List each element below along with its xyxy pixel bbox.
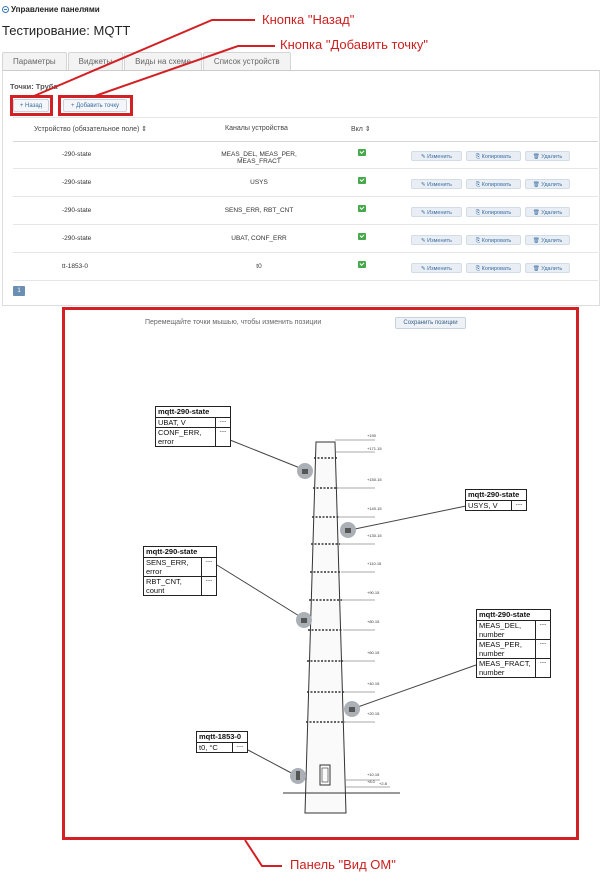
sensor-channel: MEAS_FRACT, number <box>477 659 536 677</box>
scale-mark: +10.15 <box>367 772 380 777</box>
sensor-label-row <box>156 418 230 428</box>
copy-label: Копировать <box>481 266 512 272</box>
sensor-label-device: mqtt-1853-0 <box>197 732 247 743</box>
scale-mark: +110.15 <box>367 561 382 566</box>
delete-button[interactable]: 🗑 Удалить <box>525 207 570 217</box>
row-channels: MEAS_DEL, MEAS_PER, MEAS_FRACT <box>221 151 297 165</box>
copy-button[interactable]: ⎘ Копировать <box>466 207 521 217</box>
delete-button[interactable]: 🗑 Удалить <box>525 235 570 245</box>
row-channels: t0 <box>256 263 262 270</box>
sensor-label-device: mqtt-290-state <box>466 490 526 501</box>
back-label: Назад <box>24 103 43 109</box>
sensor-value: ---- <box>539 641 547 647</box>
copy-button[interactable]: ⎘ Копировать <box>466 263 521 273</box>
col-device-label: Устройство (обязательное поле) <box>34 126 140 133</box>
sensor-channel: UBAT, V <box>156 418 216 427</box>
sensor-label-device: mqtt-290-state <box>477 610 550 621</box>
delete-label: Удалить <box>541 182 563 188</box>
sensor-channel: USYS, V <box>466 501 512 510</box>
copy-label: Копировать <box>481 210 512 216</box>
scale-mark: +60.15 <box>367 650 380 655</box>
sensor-label-row <box>477 640 550 659</box>
delete-button[interactable]: 🗑 Удалить <box>525 179 570 189</box>
edit-label: Изменить <box>427 154 452 160</box>
copy-button[interactable]: ⎘ Копировать <box>466 179 521 189</box>
delete-label: Удалить <box>541 154 563 160</box>
edit-label: Изменить <box>427 266 452 272</box>
scale-mark: +2.8 <box>379 781 387 786</box>
sensor-channel: CONF_ERR, error <box>156 428 216 446</box>
delete-button[interactable]: 🗑 Удалить <box>525 263 570 273</box>
scale-mark: +190 <box>367 433 377 438</box>
row-device: -290-state <box>62 207 92 214</box>
copy-button[interactable]: ⎘ Копировать <box>466 151 521 161</box>
copy-label: Копировать <box>481 238 512 244</box>
scale-mark: +140.15 <box>367 506 382 511</box>
row-device: tt-1853-0 <box>62 263 89 270</box>
sensor-label-row <box>477 659 550 677</box>
sensor-value: ---- <box>219 419 227 425</box>
edit-label: Изменить <box>427 238 452 244</box>
sensor-channel: MEAS_DEL, number <box>477 621 536 639</box>
annotation-add: Кнопка "Добавить точку" <box>280 37 428 52</box>
sensor-label[interactable] <box>143 546 217 596</box>
sensor-value: ---- <box>219 429 227 435</box>
sensor-value: ---- <box>236 744 244 750</box>
sensor-label[interactable] <box>476 609 551 678</box>
delete-label: Удалить <box>541 210 563 216</box>
sensor-label-row <box>466 501 526 510</box>
scale-mark: +90.15 <box>367 590 380 595</box>
scale-mark: +8.0 <box>367 779 375 784</box>
col-device[interactable]: Устройство (обязательное поле) ⇕ <box>34 126 148 133</box>
edit-button[interactable]: ✎ Изменить <box>411 151 462 161</box>
tab-parameters[interactable]: Параметры <box>2 52 67 70</box>
row-device: -290-state <box>62 151 92 158</box>
edit-label: Изменить <box>427 182 452 188</box>
sensor-label-row <box>144 558 216 577</box>
connector-lines <box>217 440 476 776</box>
sensor-label[interactable] <box>196 731 248 753</box>
sensor-channel: t0, °C <box>197 743 233 752</box>
tab-scheme-views[interactable]: Виды на схеме <box>124 52 202 70</box>
save-positions-button[interactable]: Сохранить позиции <box>395 317 466 329</box>
sensor-label-device: mqtt-290-state <box>144 547 216 558</box>
row-device: -290-state <box>62 179 92 186</box>
edit-label: Изменить <box>427 210 452 216</box>
annotation-back: Кнопка "Назад" <box>262 12 355 27</box>
add-point-label: Добавить точку <box>76 103 120 109</box>
sensor-value: ---- <box>205 559 213 565</box>
scale-mark: +150.15 <box>367 477 382 482</box>
col-channels: Каналы устройства <box>225 125 288 132</box>
col-enabled[interactable]: Вкл ⇕ <box>351 126 371 133</box>
delete-label: Удалить <box>541 238 563 244</box>
scale-mark: +40.15 <box>367 681 380 686</box>
edit-button[interactable]: ✎ Изменить <box>411 263 462 273</box>
delete-button[interactable]: 🗑 Удалить <box>525 151 570 161</box>
copy-label: Копировать <box>481 182 512 188</box>
edit-button[interactable]: ✎ Изменить <box>411 235 462 245</box>
scale-mark: +171.15 <box>367 446 382 451</box>
edit-button[interactable]: ✎ Изменить <box>411 179 462 189</box>
tab-device-list[interactable]: Список устройств <box>203 52 291 70</box>
sensor-channel: SENS_ERR, error <box>144 558 202 576</box>
add-point-button[interactable]: + Добавить точку <box>63 99 127 112</box>
sensor-label-row <box>144 577 216 595</box>
tab-widgets[interactable]: Виджеты <box>68 52 123 70</box>
sensor-value: ---- <box>205 578 213 584</box>
sensor-label[interactable] <box>465 489 527 511</box>
sensor-channel: MEAS_PER, number <box>477 640 536 658</box>
row-channels: USYS <box>250 179 268 186</box>
sensor-channel: RBT_CNT, count <box>144 577 202 595</box>
edit-button[interactable]: ✎ Изменить <box>411 207 462 217</box>
sensor-label-device: mqtt-290-state <box>156 407 230 418</box>
scale-mark: +80.15 <box>367 619 380 624</box>
row-channels: UBAT, CONF_ERR <box>231 235 287 242</box>
annotation-view: Панель "Вид ОМ" <box>290 857 396 872</box>
view-hint: Перемещайте точки мышью, чтобы изменить позиции <box>145 319 322 326</box>
page-1-button[interactable]: 1 <box>13 286 25 296</box>
sensor-value: ---- <box>539 622 547 628</box>
back-button[interactable]: + Назад <box>13 99 49 112</box>
copy-button[interactable]: ⎘ Копировать <box>466 235 521 245</box>
points-title: Точки: Труба <box>10 82 58 91</box>
scale-mark: +130.15 <box>367 533 382 538</box>
sensor-value: ---- <box>515 502 523 508</box>
sensor-label-row <box>197 743 247 752</box>
chimney-body <box>305 442 346 813</box>
sensor-value: ---- <box>539 660 547 666</box>
sensor-label[interactable] <box>155 406 231 447</box>
delete-label: Удалить <box>541 266 563 272</box>
sensor-label-row <box>477 621 550 640</box>
page-title: Тестирование: MQTT <box>2 23 131 38</box>
copy-label: Копировать <box>481 154 512 160</box>
thermometer-icon <box>296 771 300 780</box>
row-channels: SENS_ERR, RBT_CNT <box>224 207 294 214</box>
breadcrumb-label: Управление панелями <box>11 5 100 14</box>
row-device: -290-state <box>62 235 92 242</box>
col-enabled-label: Вкл <box>351 126 363 133</box>
scale-mark: +20.15 <box>367 711 380 716</box>
sensor-label-row <box>156 428 230 446</box>
